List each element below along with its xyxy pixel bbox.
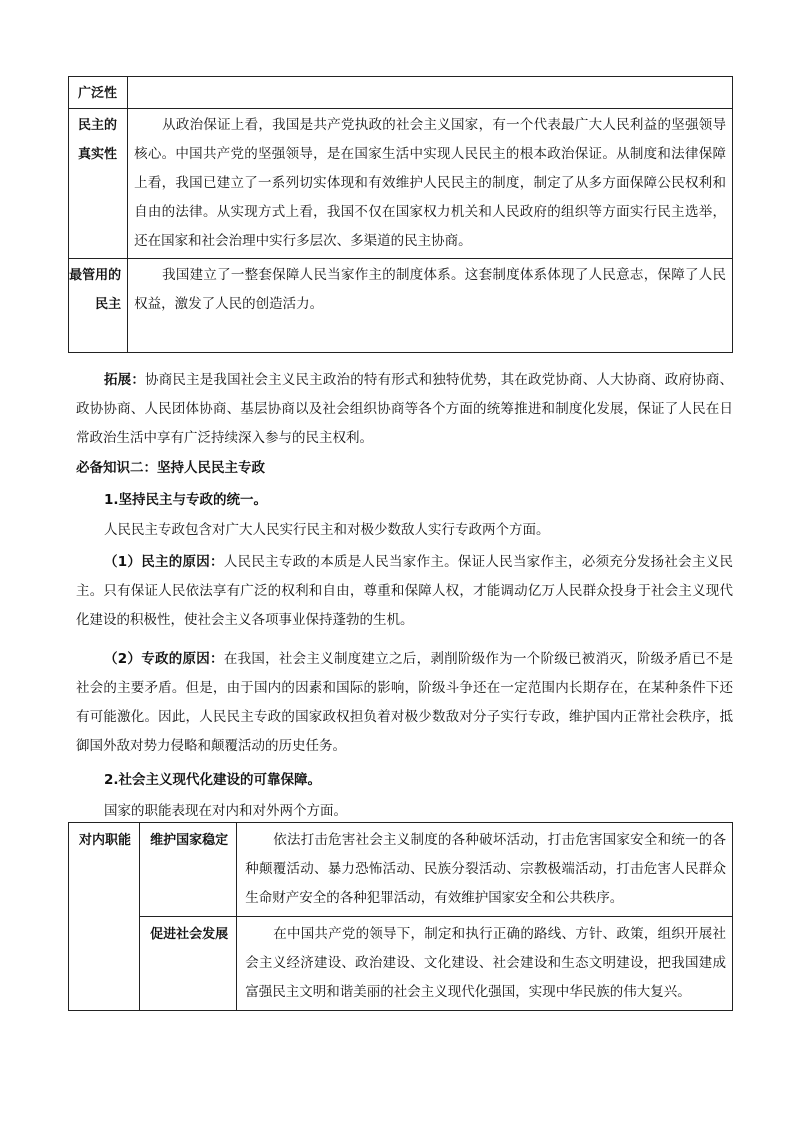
extension-text: 协商民主是我国社会主义民主政治的特有形式和独特优势，其在政党协商、人大协商、政府协商、政协协商、人民团体协商、基层协商以及社会组织协商等各个方面的统筹推进和制度化发展，保证了人民在日常政治生活中享有广泛持续深入参与的民主权利。 xyxy=(76,372,734,446)
point1-intro: 人民民主专政包含对广大人民实行民主和对极少数敌人实行专政两个方面。 xyxy=(104,522,550,538)
row-label-breadth: 广泛性 xyxy=(69,77,128,109)
state-functions-table xyxy=(68,822,733,1011)
table-row xyxy=(69,259,733,353)
sub2-label: （2）专政的原因： xyxy=(104,651,224,667)
sub2-text: 在我国，社会主义制度建立之后，剥削阶级作为一个阶级已被消灭，阶级矛盾已不是社会的主要矛盾。但是，由于国内的因素和国际的影响，阶级斗争还在一定范围内长期存在，在某种条件下还有可能激化。因此，人民民主专政的国家政权担负着对极少数敌对分子实行专政，维护国内正常社会秩序，抵御国外敌对势力侵略和颠覆活动的历史任务。 xyxy=(76,651,733,754)
table-row xyxy=(69,823,733,917)
sub1-text: 人民民主专政的本质是人民当家作主。保证人民当家作主，必须充分发扬社会主义民主。只有保证人民依法享有广泛的权利和自由，尊重和保障人权，才能调动亿万人民群众投身于社会主义现代化建设的积极性，使社会主义各项事业保持蓬勃的生机。 xyxy=(76,554,733,628)
point2-intro: 国家的职能表现在对内和对外两个方面。 xyxy=(104,803,347,819)
group-label-internal: 对内职能 xyxy=(69,823,140,1011)
extension-paragraph xyxy=(76,366,733,453)
point2-title: 2.社会主义现代化建设的可靠保障。 xyxy=(104,772,322,788)
point1-title: 1.坚持民主与专政的统一。 xyxy=(104,492,268,508)
section-title: 必备知识二：坚持人民民主专政 xyxy=(76,460,265,476)
point1-sub2 xyxy=(76,645,733,761)
row-label-stability: 维护国家稳定 xyxy=(140,823,237,917)
democracy-features-table xyxy=(68,76,733,353)
point1-sub1 xyxy=(76,548,733,635)
row-label-authenticity: 民主的真实性 xyxy=(69,109,128,259)
sub1-label: （1）民主的原因： xyxy=(104,554,224,570)
row-text-effective: 我国建立了一整套保障人民当家作主的制度体系。这套制度体系体现了人民意志，保障了人民权益，激发了人民的创造活力。 xyxy=(128,259,733,353)
row-text-breadth xyxy=(128,77,733,109)
table-row xyxy=(69,109,733,259)
extension-label: 拓展： xyxy=(104,372,146,388)
row-text-authenticity: 从政治保证上看，我国是共产党执政的社会主义国家，有一个代表最广大人民利益的坚强领导核心。中国共产党的坚强领导，是在国家生活中实现人民民主的根本政治保证。从制度和法律保障上看，我国已建立了一系列切实体现和有效维护人民民主的制度，制定了从多方面保障公民权利和自由的法律。从实现方式上看，我国不仅在国家权力机关和人民政府的组织等方面实行民主选举，还在国家和社会治理中实行多层次、多渠道的民主协商。 xyxy=(128,109,733,259)
row-label-effective: 最管用的民主 xyxy=(69,259,128,353)
row-text-development: 在中国共产党的领导下，制定和执行正确的路线、方针、政策，组织开展社会主义经济建设、政治建设、文化建设、社会建设和生态文明建设，把我国建成富强民主文明和谐美丽的社会主义现代化强国，实现中华民族的伟大复兴。 xyxy=(237,917,733,1011)
row-label-development: 促进社会发展 xyxy=(140,917,237,1011)
table-row xyxy=(69,917,733,1011)
row-text-stability: 依法打击危害社会主义制度的各种破坏活动，打击危害国家安全和统一的各种颠覆活动、暴力恐怖活动、民族分裂活动、宗教极端活动，打击危害人民群众生命财产安全的各种犯罪活动，有效维护国家安全和公共秩序。 xyxy=(237,823,733,917)
table-row xyxy=(69,77,733,109)
